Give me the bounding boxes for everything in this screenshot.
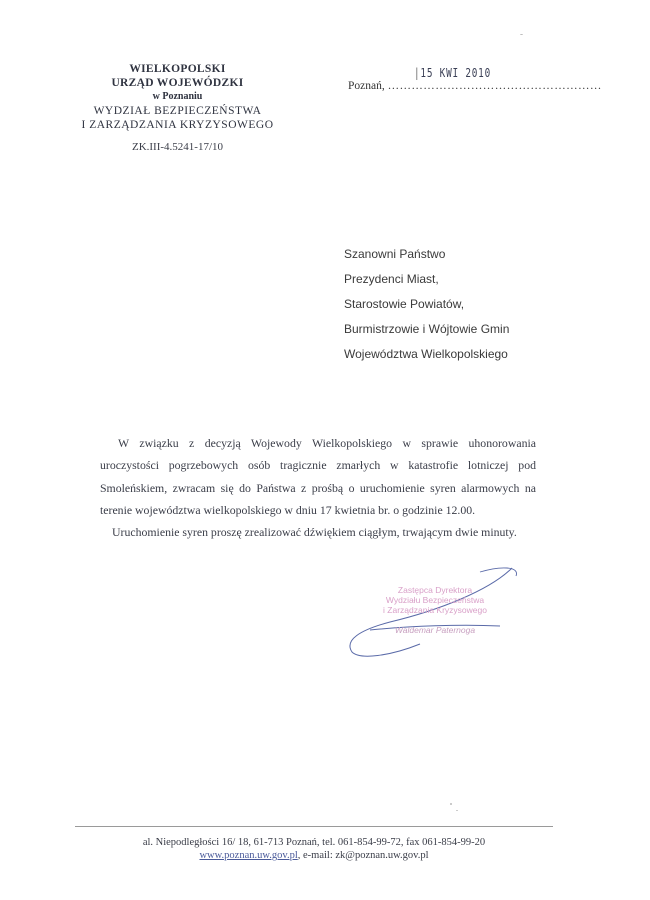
- body-paragraph-1: W związku z decyzją Wojewody Wielkopolskiego w sprawie uhonorowania uroczystości pogrzebowych osób tragicznie zmarłych w katastrofie lotniczej pod Smoleńskiem, zwracam się do Państwa z prośbą o uruchomienie syren alarmowych na terenie województwa wielkopolskiego w dniu 17 kwietnia br. o godzinie 12.00.: [100, 436, 536, 517]
- date-dots: ………………………………………………: [387, 80, 602, 92]
- addressee-line: Starostowie Powiatów,: [344, 297, 465, 311]
- letterhead-line4: WYDZIAŁ BEZPIECZEŃSTWA: [93, 105, 262, 117]
- footer: [75, 836, 553, 862]
- signature-stamp: [360, 585, 510, 635]
- letterhead-line5: I ZARZĄDZANIA KRYZYSOWEGO: [81, 119, 274, 131]
- letter-body: [100, 432, 536, 543]
- letterhead-line1: WIELKOPOLSKI: [129, 63, 226, 75]
- place-label: Poznań,: [348, 80, 385, 92]
- date-stamp: |15 KWI 2010: [414, 66, 492, 80]
- addressee-line: Szanowni Państwo: [344, 247, 446, 261]
- stamp-line2: Wydziału Bezpieczeństwa: [385, 595, 485, 605]
- place-date: [348, 80, 602, 92]
- letterhead: [75, 62, 280, 132]
- stamp-line1: Zastępca Dyrektora: [397, 585, 473, 595]
- scan-speck: [456, 810, 458, 811]
- footer-divider: [75, 826, 553, 827]
- date-stamp-text: 15 KWI 2010: [420, 66, 492, 80]
- footer-address: al. Niepodległości 16/ 18, 61-713 Poznań, tel. 061-854-99-72, fax 061-854-99-20: [142, 837, 486, 848]
- addressee-line: Prezydenci Miast,: [344, 272, 439, 286]
- stamp-line3: i Zarządzania Kryzysowego: [383, 605, 487, 615]
- website-link[interactable]: www.poznan.uw.gov.pl: [199, 850, 298, 861]
- signatory-name: Waldemar Paternoga: [394, 625, 476, 635]
- footer-email: , e-mail: zk@poznan.uw.gov.pl: [297, 850, 429, 861]
- letterhead-line3: w Poznaniu: [152, 91, 203, 102]
- addressee-line: Województwa Wielkopolskiego: [344, 347, 508, 361]
- reference-number: ZK.III-4.5241-17/10: [131, 141, 224, 153]
- addressee-block: [344, 246, 509, 371]
- footer-contact: [75, 849, 553, 862]
- scan-speck: [520, 34, 523, 35]
- addressee-line: Burmistrzowie i Wójtowie Gmin: [344, 322, 510, 336]
- letterhead-line2: URZĄD WOJEWÓDZKI: [111, 77, 244, 89]
- scan-speck: [450, 803, 452, 805]
- body-paragraph-2: Uruchomienie syren proszę zrealizować dźwiękiem ciągłym, trwającym dwie minuty.: [112, 525, 517, 540]
